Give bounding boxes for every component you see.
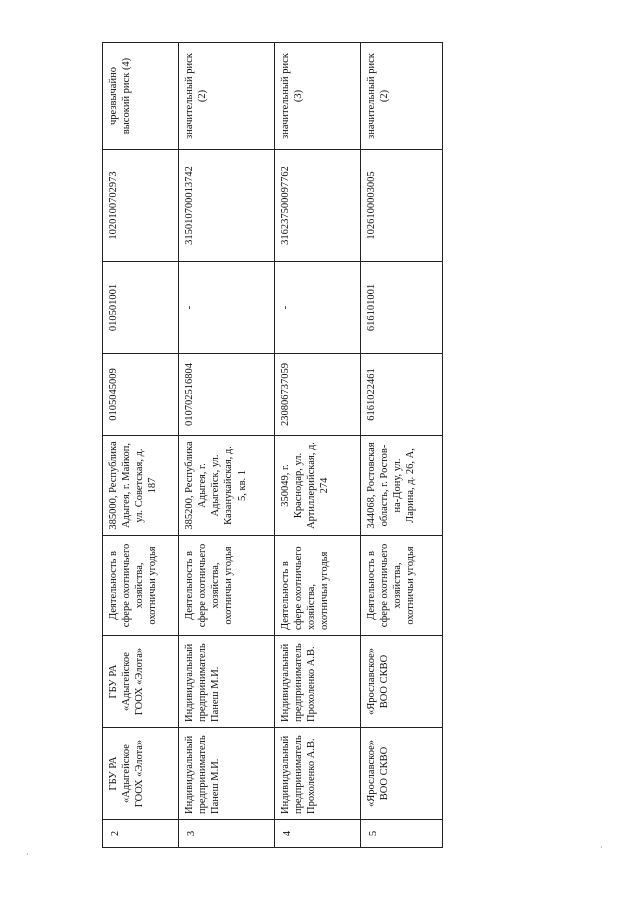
activity-type: Деятельность в сфере охотничьего хозяйства, охотничьи угодья: [103, 536, 179, 636]
risk-category: значительный риск (2): [361, 43, 443, 150]
inn: 230806737059: [275, 354, 361, 436]
organization-name: ГБУ РА «Адыгейское ГООХ «Элота»: [103, 728, 179, 820]
scan-dot: ·: [600, 843, 603, 852]
risk-category: значительный риск (2): [179, 43, 275, 150]
responsible-person: Индивидуальный предприниматель Панеш М.И.: [179, 636, 275, 728]
inn: 6161022461: [361, 354, 443, 436]
address: 385200, Республика Адыгея, г. Адыгейск, ул. Казанукайская, д. 5, кв. 1: [179, 436, 275, 536]
kpp: -: [179, 262, 275, 354]
address: 350049, г. Краснодар, ул. Артиллерийская, д. 274: [275, 436, 361, 536]
inn: 010702516804: [179, 354, 275, 436]
ogrn: 1026100003005: [361, 150, 443, 262]
activity-type: Деятельность в сфере охотничьего хозяйства, охотничьи угодья: [361, 536, 443, 636]
responsible-person: ГБУ РА «Адыгейское ГООХ «Элота»: [103, 636, 179, 728]
inn: 0105045009: [103, 354, 179, 436]
kpp: 616101001: [361, 262, 443, 354]
activity-type: Деятельность в сфере охотничьего хозяйства, охотничьи угодья: [179, 536, 275, 636]
row-number: 4: [275, 820, 361, 848]
organization-name: Индивидуальный предприниматель Панеш М.И.: [179, 728, 275, 820]
risk-category: значительный риск (3): [275, 43, 361, 150]
row-number: 3: [179, 820, 275, 848]
address: 385000, Республика Адыгея, г. Майкоп, ул. Советская, д. 187: [103, 436, 179, 536]
kpp: 010501001: [103, 262, 179, 354]
risk-category: чрезвычайно высокий риск (4): [103, 43, 179, 150]
responsible-person: «Ярославское» ВОО СКВО: [361, 636, 443, 728]
risk-registry-table: [102, 42, 443, 848]
ogrn: 315010700013742: [179, 150, 275, 262]
ogrn: 316237500097762: [275, 150, 361, 262]
rotated-table-wrapper: [102, 43, 442, 848]
table-row: [179, 43, 275, 848]
table-row: [361, 43, 443, 848]
responsible-person: Индивидуальный предприниматель Прохоленко А.В.: [275, 636, 361, 728]
address: 344068, Ростовская область, г. Ростов-на-Дону, ул. Ларина, д. 26, А,: [361, 436, 443, 536]
scan-dot: ·: [26, 850, 29, 859]
row-number: 2: [103, 820, 179, 848]
organization-name: «Ярославское» ВОО СКВО: [361, 728, 443, 820]
ogrn: 1020100702973: [103, 150, 179, 262]
table-row: [275, 43, 361, 848]
kpp: -: [275, 262, 361, 354]
organization-name: Индивидуальный предприниматель Прохоленко А.В.: [275, 728, 361, 820]
table-row: [103, 43, 179, 848]
row-number: 5: [361, 820, 443, 848]
activity-type: Деятельность в сфере охотничьего хозяйства, охотничьи угодья: [275, 536, 361, 636]
